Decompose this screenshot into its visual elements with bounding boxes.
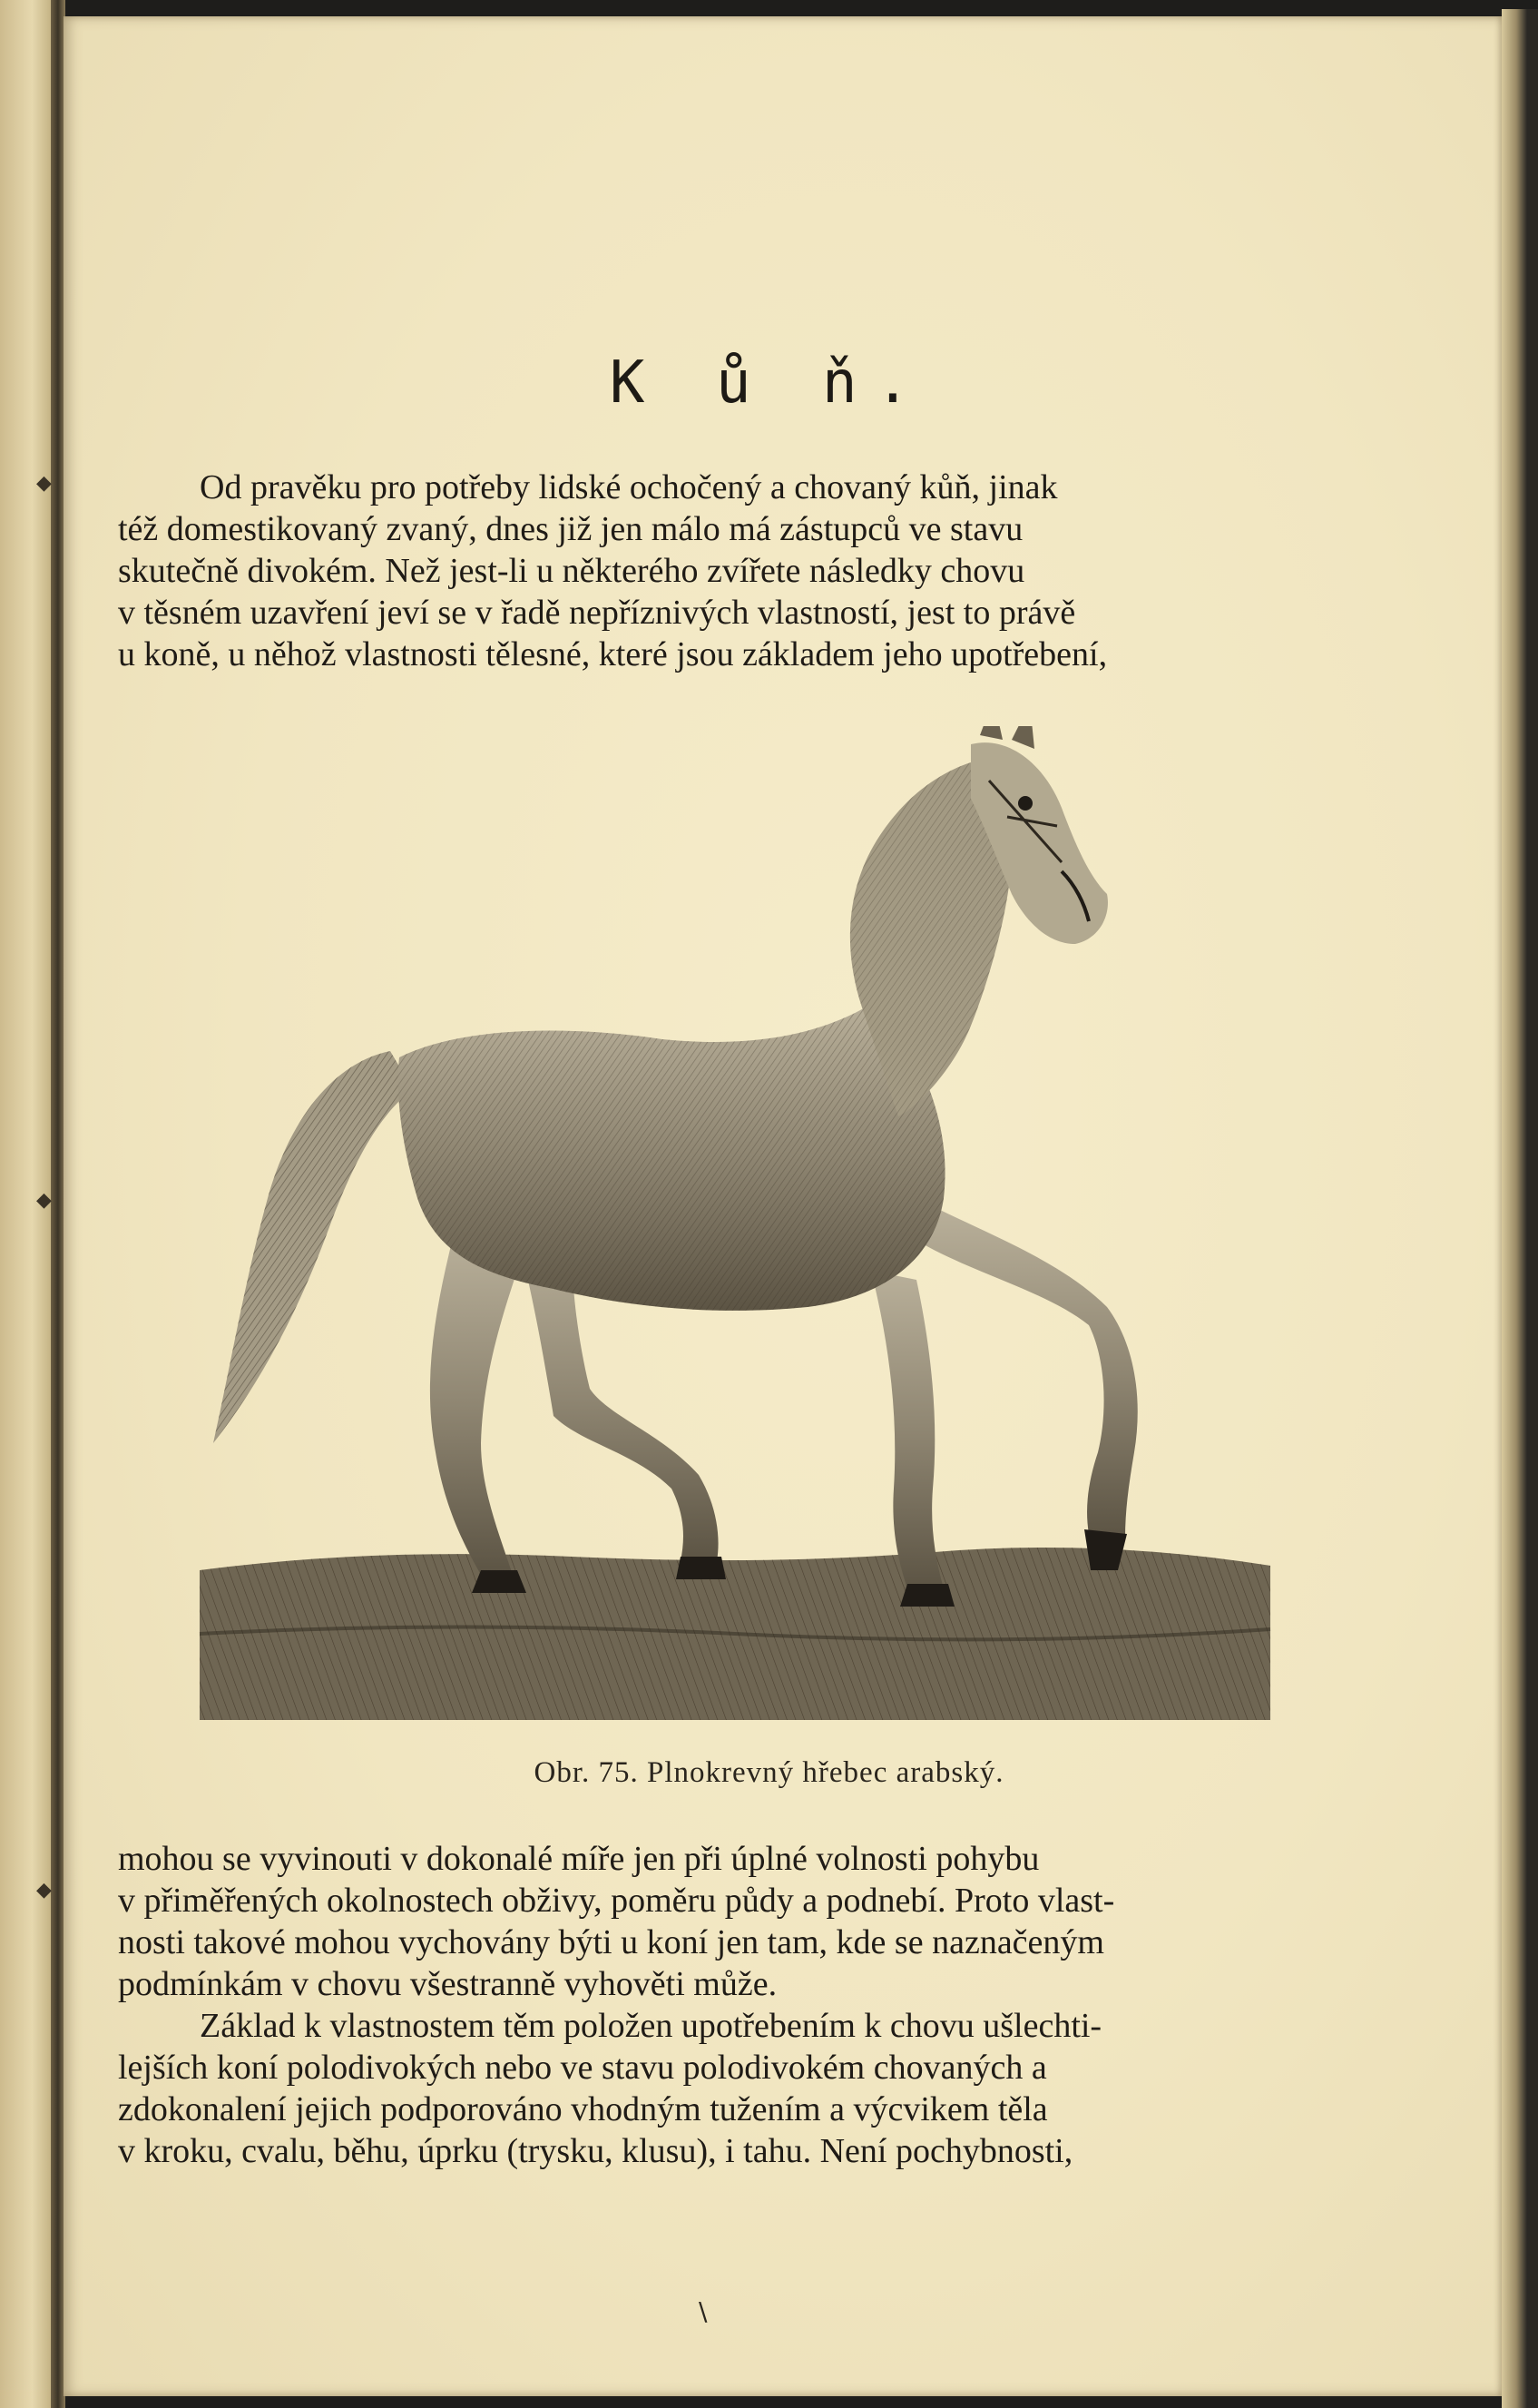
text-line: u koně, u něhož vlastnosti tělesné, které jsou základem jeho upotřebení, [118,635,1108,673]
text-line: v kroku, cvalu, běhu, úprku (trysku, klusu), i tahu. Není pochybnosti, [118,2132,1073,2170]
text-line: zdokonalení jejich podporováno vhodným tužením a výcvikem těla [118,2090,1048,2128]
margin-mark-icon: ◆ [36,1189,52,1212]
text-line: Od pravěku pro potřeby lidské ochočený a chovaný kůň, jinak [200,468,1058,506]
stray-ink-mark-icon: \ [699,2296,708,2326]
horse-engraving-icon [191,726,1279,1725]
text-line: podmínkám v chovu všestranně vyhověti může. [118,1965,778,2003]
figure-caption: Obr. 75. Plnokrevný hřebec arabský. [534,1756,1004,1789]
text-line: mohou se vyvinouti v dokonalé míře jen při úplné volnosti pohybu [118,1840,1040,1878]
text-line: lejších koní polodivokých nebo ve stavu polodivokém chovaných a [118,2049,1047,2087]
text-line: v přiměřených okolnostech obživy, poměru půdy a podnebí. Proto vlast- [118,1882,1115,1920]
text-line: též domestikovaný zvaný, dnes již jen málo má zástupců ve stavu [118,510,1024,548]
paragraph-continuation [118,1838,1334,2172]
page-title: K ů ň. [609,349,929,417]
margin-mark-icon: ◆ [36,1879,52,1902]
text-line: v těsném uzavření jeví se v řadě nepříznivých vlastností, jest to právě [118,594,1076,632]
margin-mark-icon: ◆ [36,472,52,495]
text-line: Základ k vlastnostem těm položen upotřebením k chovu ušlechti- [200,2007,1102,2045]
text-line: nosti takové mohou vychovány býti u koní jen tam, kde se naznačeným [118,1923,1104,1961]
paragraph-intro [118,467,1334,675]
text-line: skutečně divokém. Než jest-li u některého zvířete následky chovu [118,552,1025,590]
